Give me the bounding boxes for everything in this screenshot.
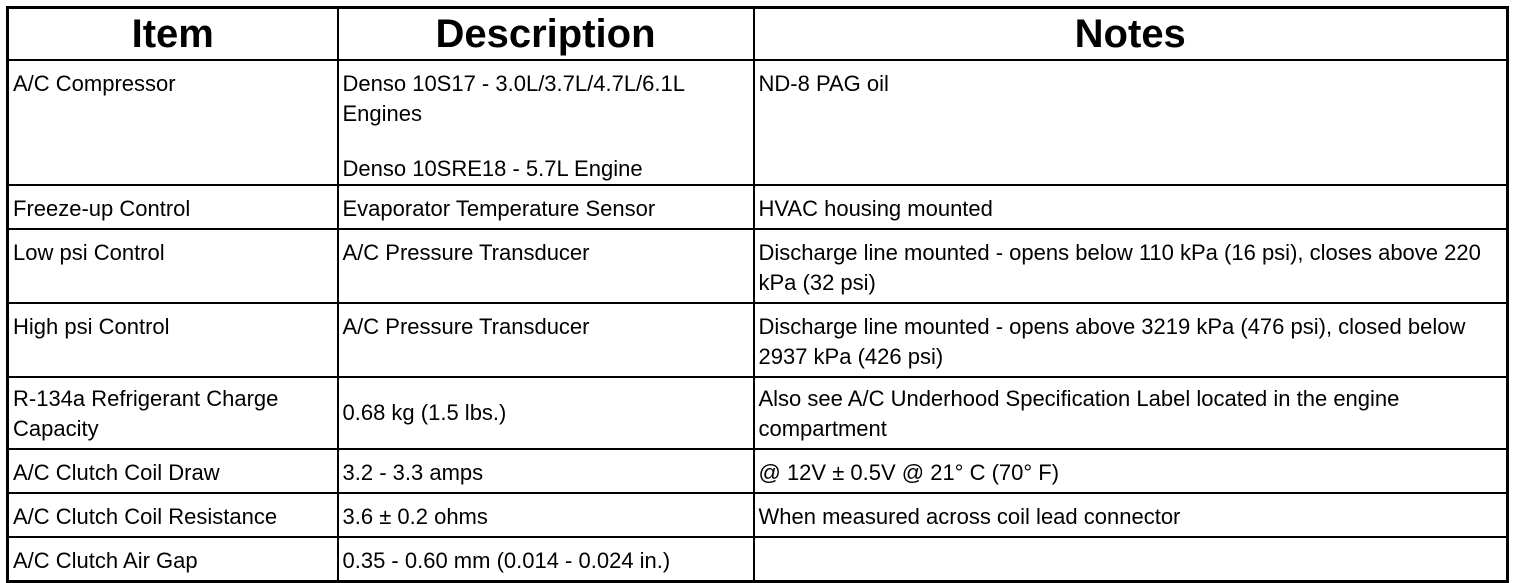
description-cell: 0.68 kg (1.5 lbs.) [338,377,754,449]
table-row [8,229,1508,303]
description-cell: A/C Pressure Transducer [338,229,754,303]
table-row [8,377,1508,449]
header-notes: Notes [754,8,1508,61]
description-cell: Evaporator Temperature Sensor [338,185,754,229]
notes-cell: ND-8 PAG oil [754,60,1508,185]
description-cell: 3.6 ± 0.2 ohms [338,493,754,537]
notes-cell: HVAC housing mounted [754,185,1508,229]
description-cell: A/C Pressure Transducer [338,303,754,377]
item-cell: Low psi Control [8,229,338,303]
table-row [8,493,1508,537]
header-item: Item [8,8,338,61]
header-row [8,8,1508,61]
item-cell: R-134a Refrigerant Charge Capacity [8,377,338,449]
description-line: Denso 10S17 - 3.0L/3.7L/4.7L/6.1L Engines [342,71,685,126]
table-row [8,537,1508,582]
notes-cell: When measured across coil lead connector [754,493,1508,537]
table-row [8,303,1508,377]
description-cell: 3.2 - 3.3 amps [338,449,754,493]
item-cell: A/C Clutch Air Gap [8,537,338,582]
table-row [8,185,1508,229]
notes-cell: Also see A/C Underhood Specification Label located in the engine compartment [754,377,1508,449]
description-cell [338,60,754,185]
description-cell: 0.35 - 0.60 mm (0.014 - 0.024 in.) [338,537,754,582]
table-row [8,60,1508,185]
item-cell: High psi Control [8,303,338,377]
notes-cell [754,537,1508,582]
notes-cell: Discharge line mounted - opens below 110 kPa (16 psi), closes above 220 kPa (32 psi) [754,229,1508,303]
description-line: Denso 10SRE18 - 5.7L Engine [342,156,643,181]
notes-cell: @ 12V ± 0.5V @ 21° C (70° F) [754,449,1508,493]
specification-table [6,6,1509,583]
item-cell: Freeze-up Control [8,185,338,229]
table-row [8,449,1508,493]
header-description: Description [338,8,754,61]
notes-cell: Discharge line mounted - opens above 3219 kPa (476 psi), closed below 2937 kPa (426 psi) [754,303,1508,377]
item-cell: A/C Clutch Coil Resistance [8,493,338,537]
item-cell: A/C Compressor [8,60,338,185]
item-cell: A/C Clutch Coil Draw [8,449,338,493]
